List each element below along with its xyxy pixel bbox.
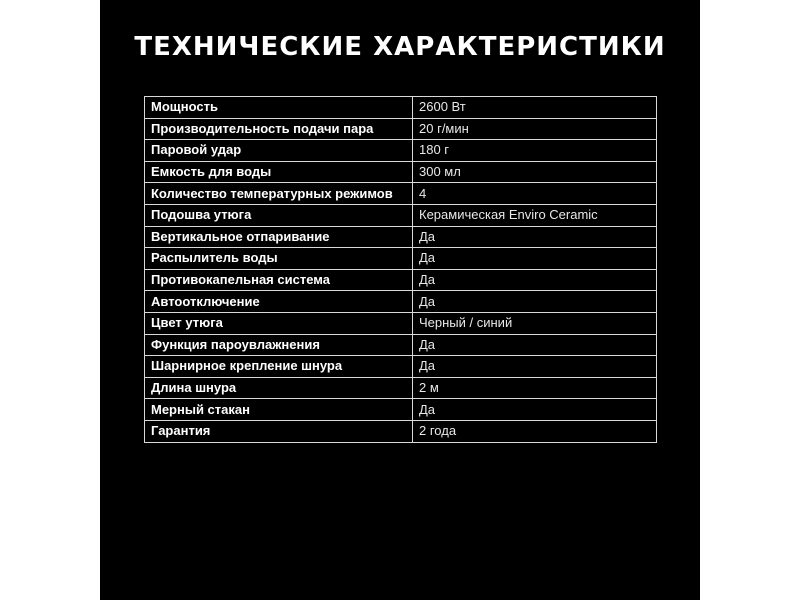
spec-param-cell: Функция пароувлажнения	[145, 334, 413, 356]
table-row	[145, 140, 657, 162]
table-row	[145, 226, 657, 248]
table-row	[145, 312, 657, 334]
spec-param-cell: Противокапельная система	[145, 269, 413, 291]
table-row	[145, 377, 657, 399]
spec-value-cell: Да	[413, 226, 657, 248]
table-row	[145, 183, 657, 205]
spec-param-cell: Вертикальное отпаривание	[145, 226, 413, 248]
spec-value-cell: Да	[413, 334, 657, 356]
spec-value-cell: 4	[413, 183, 657, 205]
page-title: ТЕХНИЧЕСКИЕ ХАРАКТЕРИСТИКИ	[134, 32, 666, 62]
table-row	[145, 399, 657, 421]
spec-param-cell: Цвет утюга	[145, 312, 413, 334]
spec-value-cell: 2 м	[413, 377, 657, 399]
spec-value-cell: Да	[413, 399, 657, 421]
table-row	[145, 269, 657, 291]
spec-value-cell: Да	[413, 269, 657, 291]
spec-value-cell: Черный / синий	[413, 312, 657, 334]
spec-param-cell: Распылитель воды	[145, 248, 413, 270]
table-row	[145, 356, 657, 378]
spec-value-cell: Да	[413, 248, 657, 270]
spec-value-cell: 300 мл	[413, 161, 657, 183]
spec-param-cell: Автоотключение	[145, 291, 413, 313]
spec-param-cell: Мощность	[145, 97, 413, 119]
table-row	[145, 204, 657, 226]
spec-param-cell: Производительность подачи пара	[145, 118, 413, 140]
table-row	[145, 248, 657, 270]
spec-panel	[100, 0, 700, 600]
table-row	[145, 97, 657, 119]
spec-param-cell: Шарнирное крепление шнура	[145, 356, 413, 378]
spec-param-cell: Емкость для воды	[145, 161, 413, 183]
spec-value-cell: 20 г/мин	[413, 118, 657, 140]
spec-param-cell: Гарантия	[145, 420, 413, 442]
table-row	[145, 161, 657, 183]
spec-value-cell: Керамическая Enviro Ceramic	[413, 204, 657, 226]
spec-value-cell: 180 г	[413, 140, 657, 162]
spec-param-cell: Мерный стакан	[145, 399, 413, 421]
table-row	[145, 420, 657, 442]
table-row	[145, 334, 657, 356]
spec-param-cell: Подошва утюга	[145, 204, 413, 226]
table-row	[145, 118, 657, 140]
specs-table-body	[145, 97, 657, 443]
spec-value-cell: 2600 Вт	[413, 97, 657, 119]
spec-param-cell: Количество температурных режимов	[145, 183, 413, 205]
spec-value-cell: Да	[413, 291, 657, 313]
spec-param-cell: Длина шнура	[145, 377, 413, 399]
spec-value-cell: Да	[413, 356, 657, 378]
table-row	[145, 291, 657, 313]
spec-value-cell: 2 года	[413, 420, 657, 442]
spec-param-cell: Паровой удар	[145, 140, 413, 162]
specs-table	[144, 96, 657, 443]
